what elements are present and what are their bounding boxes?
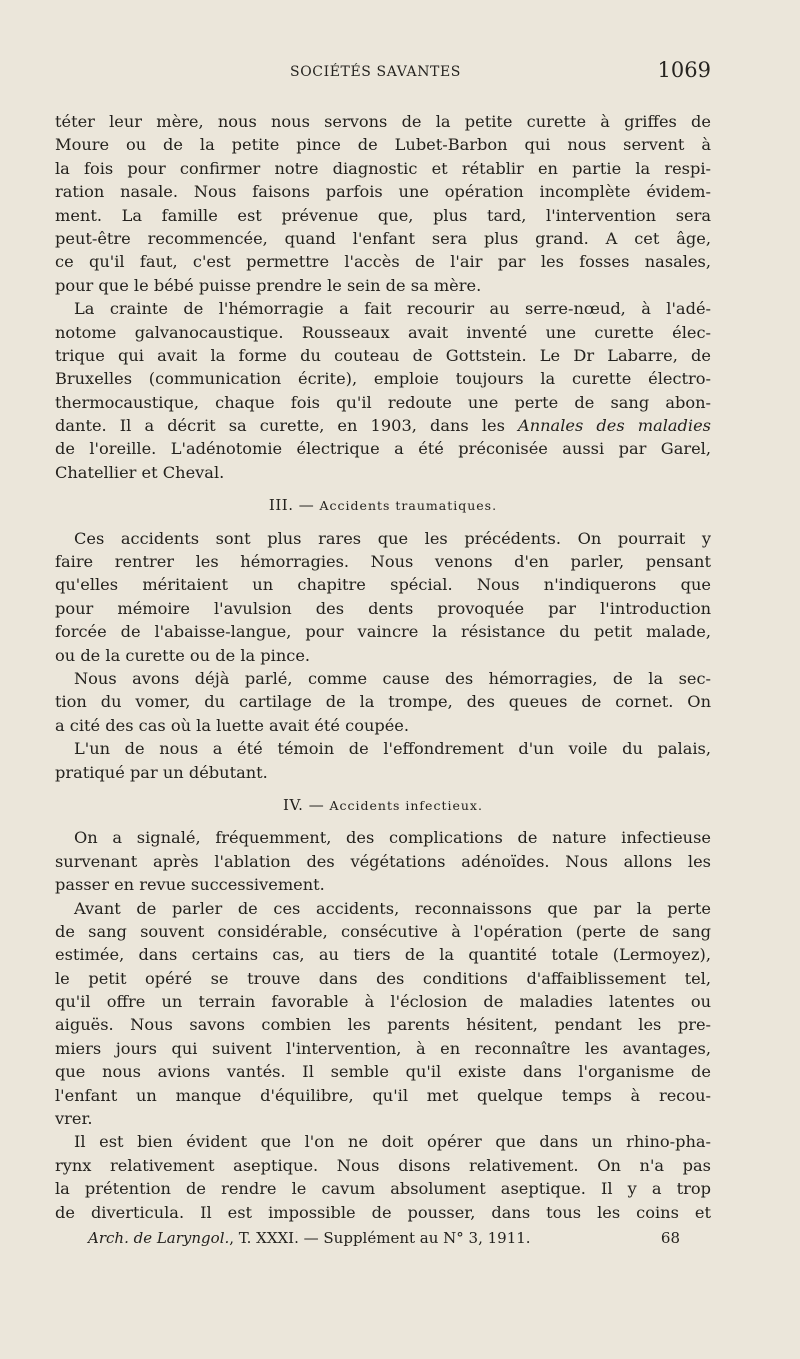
text-line: survenant après l'ablation des végétations adénoïdes. Nous allons les <box>55 851 711 871</box>
footer-signature: 68 <box>660 1229 680 1247</box>
text-line: de diverticula. Il est impossible de pousser, dans tous les coins et <box>55 1202 711 1222</box>
text-line: la fois pour confirmer notre diagnostic et rétablir en partie la respi- <box>55 158 711 178</box>
text-line-with-italic <box>55 414 711 437</box>
text-line: trique qui avait la forme du couteau de Gottstein. Le Dr Labarre, de <box>55 345 711 365</box>
text-line: pour mémoire l'avulsion des dents provoquée par l'introduction <box>55 598 711 618</box>
body-text <box>55 110 711 1224</box>
text-line: de sang souvent considérable, consécutive à l'opération (perte de sang <box>55 921 711 941</box>
text-line: faire rentrer les hémorragies. Nous venons d'en parler, pensant <box>55 552 711 572</box>
text-line: qu'elles méritaient un chapitre spécial. Nous n'indiquerons que <box>55 575 711 595</box>
section-title: Accidents infectieux. <box>329 797 483 813</box>
text-line: ment. La famille est prévenue que, plus tard, l'intervention sera <box>55 205 711 225</box>
footer-journal: Arch. de Laryngol. <box>88 1229 230 1247</box>
text-line: que nous avions vantés. Il semble qu'il existe dans l'organisme de <box>55 1062 711 1082</box>
text-line: Nous avons déjà parlé, comme cause des hémorragies, de la sec- <box>74 668 711 688</box>
text-line: Chatellier et Cheval. <box>55 462 225 482</box>
text-line: téter leur mère, nous nous servons de la petite curette à griffes de <box>55 112 711 131</box>
text-line: Moure ou de la petite pince de Lubet-Barbon qui nous servent à <box>55 135 711 155</box>
text-line: pratiqué par un débutant. <box>55 762 268 782</box>
text-run: dante. Il a décrit sa curette, en 1903, dans les <box>55 416 505 436</box>
text-line: thermocaustique, chaque fois qu'il redoute une perte de sang abon- <box>55 392 711 412</box>
text-line: peut-être recommencée, quand l'enfant sera plus grand. A cet âge, <box>55 228 711 248</box>
text-line: miers jours qui suivent l'intervention, à en reconnaître les avantages, <box>55 1038 711 1058</box>
text-line: tion du vomer, du cartilage de la trompe, des queues de cornet. On <box>55 692 711 712</box>
text-line: ce qu'il faut, c'est permettre l'accès de l'air par les fosses nasales, <box>55 252 711 272</box>
text-line: a cité des cas où la luette avait été coupée. <box>55 715 410 735</box>
text-line: Il est bien évident que l'on ne doit opérer que dans un rhino-pha- <box>74 1132 711 1152</box>
text-line: aiguës. Nous savons combien les parents hésitent, pendant les pre- <box>55 1015 711 1035</box>
page-header <box>55 58 711 88</box>
page-number: 1069 <box>657 58 711 82</box>
section-heading-3: III. — Accidents traumatiques. <box>268 496 498 515</box>
text-line: l'enfant un manque d'équilibre, qu'il met quelque temps à recou- <box>55 1085 711 1105</box>
text-line: pour que le bébé puisse prendre le sein de sa mère. <box>55 275 482 295</box>
text-line: L'un de nous a été témoin de l'effondrement d'un voile du palais, <box>74 739 711 759</box>
footer-volume: , T. XXXI. — Supplément au N° 3, 1911. <box>229 1229 531 1247</box>
text-line: forcée de l'abaisse-langue, pour vaincre la résistance du petit malade, <box>55 622 711 642</box>
text-line: de l'oreille. L'adénotomie électrique a été préconisée aussi par Garel, <box>55 439 711 459</box>
text-line: On a signalé, fréquemment, des complications de nature infectieuse <box>74 828 711 848</box>
section-numeral: III. <box>268 496 294 515</box>
text-line: Bruxelles (communication écrite), emploie toujours la curette électro- <box>55 369 711 389</box>
journal-title-italic: Annales des maladies <box>518 416 711 436</box>
text-line: ration nasale. Nous faisons parfois une opération incomplète évidem- <box>55 182 711 202</box>
section-numeral: IV. <box>283 795 304 814</box>
text-line: la prétention de rendre le cavum absolument aseptique. Il y a trop <box>55 1179 711 1199</box>
footer-citation <box>88 1229 531 1247</box>
section-title: Accidents traumatiques. <box>319 498 498 514</box>
text-line: estimée, dans certains cas, au tiers de la quantité totale (Lermoyez), <box>55 945 711 965</box>
text-line: La crainte de l'hémorragie a fait recourir au serre-nœud, à l'adé- <box>74 299 711 319</box>
running-title: SOCIÉTÉS SAVANTES <box>290 64 462 80</box>
text-line: passer en revue successivement. <box>55 875 325 895</box>
text-line: le petit opéré se trouve dans des conditions d'affaiblissement tel, <box>55 968 711 988</box>
text-line: vrer. <box>55 1109 93 1129</box>
section-heading-4: IV. — Accidents infectieux. <box>283 795 483 814</box>
text-line: qu'il offre un terrain favorable à l'éclosion de maladies latentes ou <box>55 992 711 1012</box>
text-line: notome galvanocaustique. Rousseaux avait inventé une curette élec- <box>55 322 711 342</box>
text-line: Ces accidents sont plus rares que les précédents. On pourrait y <box>74 528 711 548</box>
text-line: rynx relativement aseptique. Nous disons relativement. On n'a pas <box>55 1155 711 1175</box>
text-line: Avant de parler de ces accidents, reconnaissons que par la perte <box>74 898 711 918</box>
text-line: ou de la curette ou de la pince. <box>55 645 311 665</box>
page-footer <box>88 1229 680 1247</box>
